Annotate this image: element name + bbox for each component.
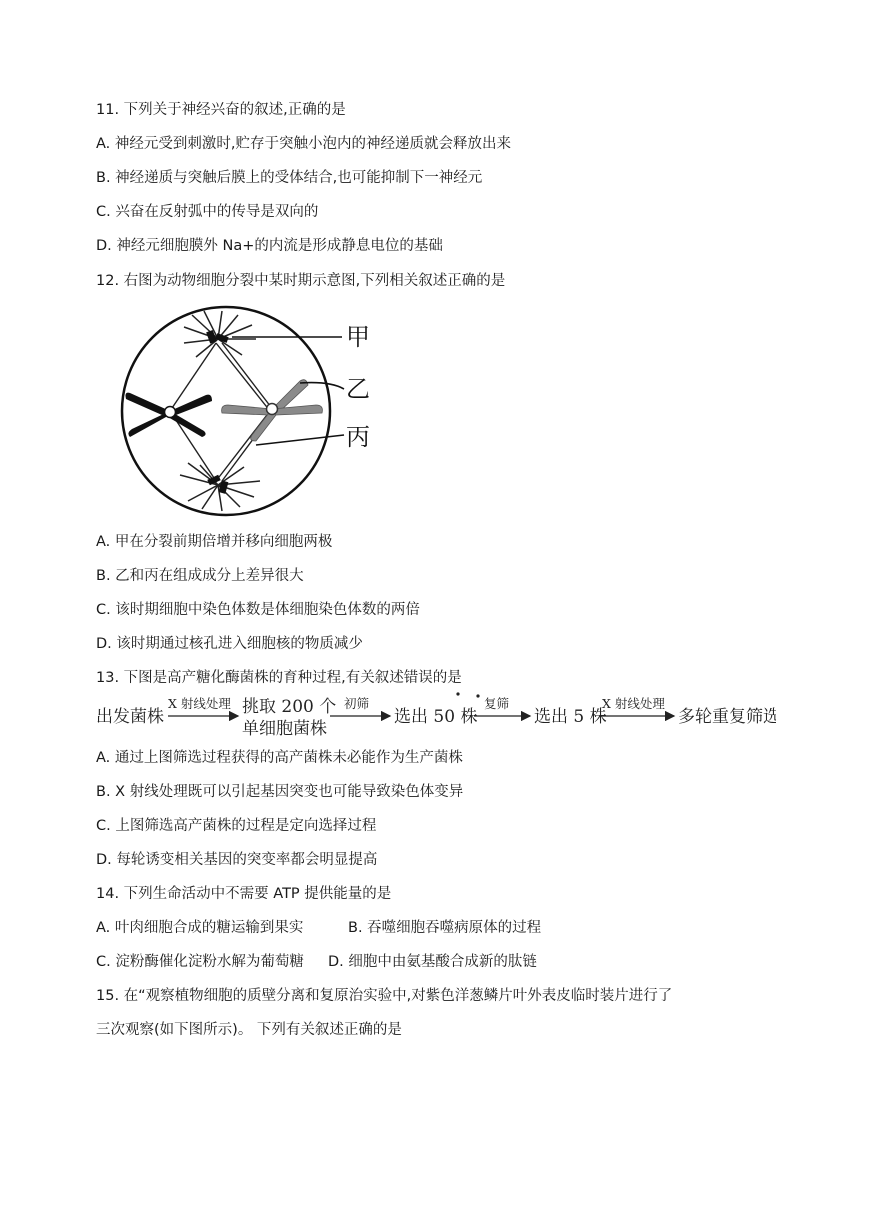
flow-end: 多轮重复筛选 (678, 707, 776, 727)
flow-arrow-3-label: 复筛 (484, 696, 510, 711)
q12-option-b: B. 乙和丙在组成成分上差异很大 (96, 568, 304, 584)
centriole-top (206, 330, 229, 344)
q13-option-b: B. X 射线处理既可以引起基因突变也可能导致染色体变异 (96, 784, 464, 800)
centromere-left (165, 407, 176, 418)
flow-arrow-4-label: X 射线处理 (602, 696, 665, 711)
flow-step3: 选出 5 株 (534, 707, 607, 727)
q15-stem-line2: 三次观察(如下图所示)。 下列有关叙述正确的是 (96, 1022, 402, 1038)
q12-stem: 12. 右图为动物细胞分裂中某时期示意图,下列相关叙述正确的是 (96, 273, 506, 289)
q12-option-c: C. 该时期细胞中染色体数是体细胞染色体数的两倍 (96, 602, 420, 618)
q11-option-b: B. 神经递质与突触后膜上的受体结合,也可能抑制下一神经元 (96, 170, 483, 186)
flow-step1-line2: 单细胞菌株 (242, 719, 327, 736)
flow-arrow-2-label: 初筛 (344, 696, 370, 711)
q12-option-a: A. 甲在分裂前期倍增并移向细胞两极 (96, 534, 333, 550)
q13-option-a: A. 通过上图筛选过程获得的高产菌株未必能作为生产菌株 (96, 750, 463, 766)
flow-step2: 选出 50 株 (394, 707, 478, 727)
centromere-right (267, 404, 278, 415)
label-jia: 甲 (346, 323, 370, 351)
q13-stem: 13. 下图是高产糖化酶菌株的育种过程,有关叙述错误的是 (96, 670, 462, 686)
breeding-flowchart (96, 690, 776, 736)
q14-option-a: A. 叶肉细胞合成的糖运输到果实 (96, 920, 304, 936)
q14-stem: 14. 下列生命活动中不需要 ATP 提供能量的是 (96, 886, 392, 902)
q14-option-d: D. 细胞中由氨基酸合成新的肽链 (328, 954, 537, 970)
q11-option-c: C. 兴奋在反射弧中的传导是双向的 (96, 204, 319, 220)
top-aster (184, 311, 256, 357)
q14-option-c: C. 淀粉酶催化淀粉水解为葡萄糖 (96, 954, 304, 970)
flow-start: 出发菌株 (96, 707, 164, 727)
q14-option-b: B. 吞噬细胞吞噬病原体的过程 (348, 920, 542, 936)
q11-option-d: D. 神经元细胞膜外 Na+的内流是形成静息电位的基础 (96, 238, 443, 254)
flow-step1-line1: 挑取 200 个 (242, 697, 337, 717)
flow-arrow-1-label: X 射线处理 (168, 696, 231, 711)
q11-stem: 11. 下列关于神经兴奋的叙述,正确的是 (96, 102, 346, 118)
label-yi: 乙 (346, 375, 370, 403)
q11-option-a: A. 神经元受到刺激时,贮存于突触小泡内的神经递质就会释放出来 (96, 136, 511, 152)
label-bing: 丙 (346, 423, 370, 451)
q15-stem-line1: 15. 在“观察植物细胞的质壁分离和复原治实验中,对紫色洋葱鳞片叶外表皮临时装片进行了 (96, 988, 673, 1004)
cell-division-figure (104, 305, 388, 517)
q13-option-c: C. 上图筛选高产菌株的过程是定向选择过程 (96, 818, 377, 834)
q13-option-d: D. 每轮诱变相关基因的突变率都会明显提高 (96, 852, 378, 868)
q12-option-d: D. 该时期通过核孔进入细胞核的物质减少 (96, 636, 363, 652)
